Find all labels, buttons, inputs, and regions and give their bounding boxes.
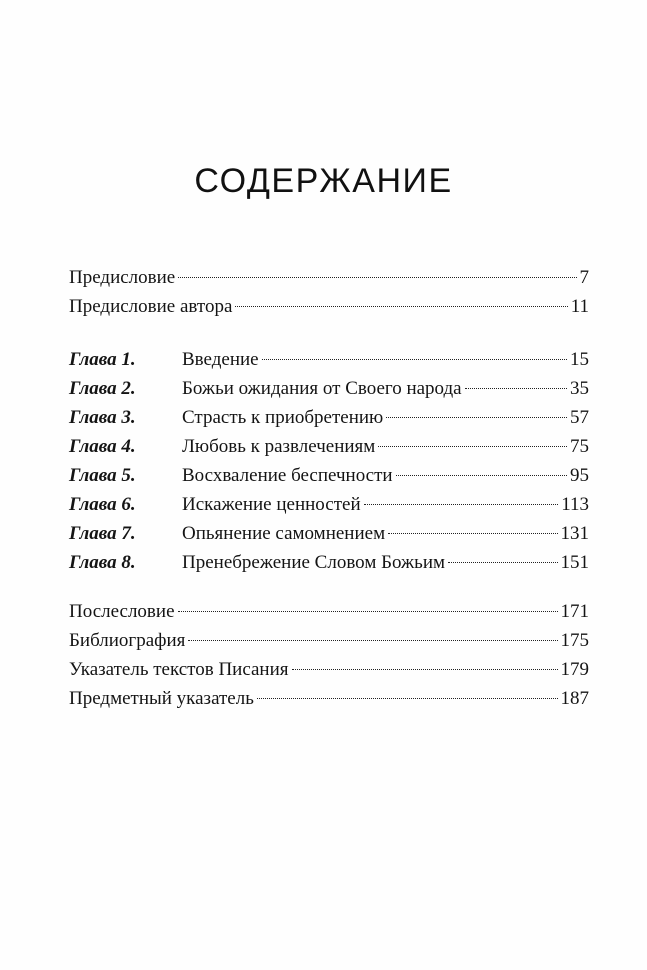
dot-leader bbox=[364, 504, 559, 505]
dot-leader bbox=[386, 417, 567, 418]
chapter-page: 95 bbox=[570, 465, 589, 486]
toc-chapter-entry bbox=[69, 490, 589, 519]
toc-front-matter bbox=[69, 263, 589, 321]
toc-entry-page: 175 bbox=[560, 630, 589, 651]
toc-chapters bbox=[69, 345, 589, 577]
toc-entry-page: 187 bbox=[560, 688, 589, 709]
dot-leader bbox=[178, 611, 558, 612]
toc-entry-label: Послесловие bbox=[69, 601, 175, 622]
chapter-title: Искажение ценностей bbox=[182, 494, 361, 515]
toc-chapter-entry bbox=[69, 345, 589, 374]
toc-entry-label: Предисловие автора bbox=[69, 296, 233, 317]
chapter-number: Глава 8. bbox=[69, 552, 136, 573]
toc-entry bbox=[69, 655, 589, 684]
toc-entry bbox=[69, 684, 589, 713]
toc-chapter-entry bbox=[69, 374, 589, 403]
dot-leader bbox=[178, 277, 576, 278]
toc-entry-label: Указатель текстов Писания bbox=[69, 659, 289, 680]
toc-entry bbox=[69, 626, 589, 655]
chapter-page: 151 bbox=[560, 552, 589, 573]
chapter-page: 75 bbox=[570, 436, 589, 457]
toc-entry-page: 171 bbox=[560, 601, 589, 622]
chapter-number: Глава 6. bbox=[69, 494, 136, 515]
chapter-number: Глава 1. bbox=[69, 349, 136, 370]
toc-entry-page: 7 bbox=[579, 267, 589, 288]
chapter-title: Восхваление беспечности bbox=[182, 465, 393, 486]
chapter-number: Глава 4. bbox=[69, 436, 136, 457]
toc-back-matter bbox=[69, 597, 589, 713]
toc-entry bbox=[69, 263, 589, 292]
dot-leader bbox=[262, 359, 567, 360]
toc-chapter-entry bbox=[69, 519, 589, 548]
chapter-number: Глава 3. bbox=[69, 407, 136, 428]
chapter-number: Глава 7. bbox=[69, 523, 136, 544]
toc-entry bbox=[69, 292, 589, 321]
dot-leader bbox=[235, 306, 567, 307]
dot-leader bbox=[378, 446, 567, 447]
chapter-number: Глава 2. bbox=[69, 378, 136, 399]
toc-entry-label: Библиография bbox=[69, 630, 186, 651]
dot-leader bbox=[257, 698, 558, 699]
toc-entry-label: Предисловие bbox=[69, 267, 176, 288]
chapter-title: Пренебрежение Словом Божьим bbox=[182, 552, 446, 573]
toc-chapter-entry bbox=[69, 548, 589, 577]
toc-chapter-entry bbox=[69, 461, 589, 490]
toc-chapter-entry bbox=[69, 432, 589, 461]
chapter-title: Страсть к приобретению bbox=[182, 407, 384, 428]
chapter-page: 15 bbox=[570, 349, 589, 370]
chapter-title: Божьи ожидания от Своего народа bbox=[182, 378, 462, 399]
chapter-page: 57 bbox=[570, 407, 589, 428]
chapter-page: 113 bbox=[561, 494, 589, 515]
toc-entry bbox=[69, 597, 589, 626]
dot-leader bbox=[188, 640, 557, 641]
page-title: СОДЕРЖАНИЕ bbox=[194, 162, 453, 200]
dot-leader bbox=[465, 388, 567, 389]
dot-leader bbox=[292, 669, 558, 670]
chapter-title: Введение bbox=[182, 349, 259, 370]
toc-entry-label: Предметный указатель bbox=[69, 688, 254, 709]
chapter-title: Опьянение самомнением bbox=[182, 523, 386, 544]
chapter-page: 35 bbox=[570, 378, 589, 399]
dot-leader bbox=[396, 475, 567, 476]
dot-leader bbox=[388, 533, 557, 534]
dot-leader bbox=[448, 562, 557, 563]
chapter-number: Глава 5. bbox=[69, 465, 136, 486]
toc-chapter-entry bbox=[69, 403, 589, 432]
chapter-page: 131 bbox=[560, 523, 589, 544]
toc-entry-page: 179 bbox=[560, 659, 589, 680]
toc-entry-page: 11 bbox=[570, 296, 589, 317]
chapter-title: Любовь к развлечениям bbox=[182, 436, 376, 457]
